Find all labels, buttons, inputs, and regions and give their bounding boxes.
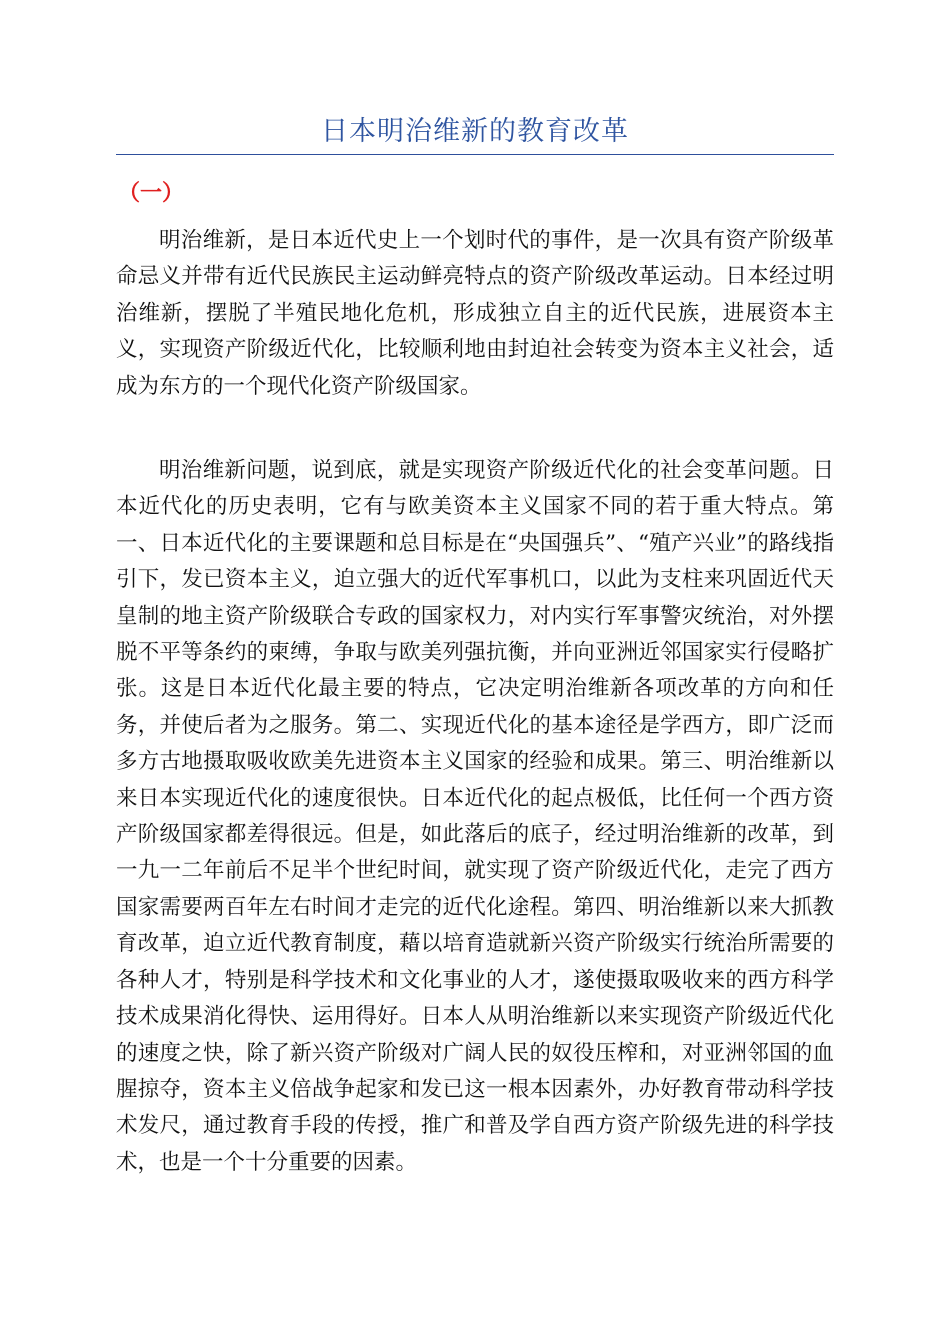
paragraph-1: 明治维新，是日本近代史上一个划时代的事件，是一次具有资产阶级革命忌义并带有近代民族民主运动鲜亮特点的资产阶级改革运动。日本经过明治维新，摆脱了半殖民地化危机，形成独立自主的近代民族，进展资本主义，实现资产阶级近代化，比较顺利地由封迫社会转变为资本主义社会，适成为东方的一个现代化资产阶级国家。 — [116, 228, 834, 399]
title-underline — [116, 154, 834, 155]
section-heading: （一） — [118, 181, 185, 206]
paragraph-2: 明治维新问题，说到底，就是实现资产阶级近代化的社会变革问题。日本近代化的历史表明，它有与欧美资本主义国家不同的若于重大特点。第一、日本近代化的主要课题和总目标是在“央国强兵”、“殖产兴业”的路线指引下，发已资本主义，迫立强大的近代军事机口，以此为支柱来巩固近代天皇制的地主资产阶级联合专政的国家权力，对内实行军事警灾统治，对外摆脱不平等条约的柬缚，争取与欧美列强抗衡，并向亚洲近邻国家实行侵略扩张。这是日本近代化最主要的特点，它决定明治维新各项改革的方向和任务，并使后者为之服务。第二、实现近代化的基本途径是学西方，即广泛而多方古地摄取吸收欧美先进资本主义国家的经验和成果。第三、明治维新以来日本实现近代化的速度很快。日本近代化的起点极低，比任何一个西方资产阶级国家都差得很远。但是，如此落后的底子，经过明治维新的改革，到一九一二年前后不足半个世纪时间，就实现了资产阶级近代化，走完了西方国家需要两百年左右时间才走完的近代化途程。第四、明治维新以来大抓教育改革，迫立近代教育制度，藉以培育造就新兴资产阶级实行统治所需要的各种人才，特别是科学技术和文化事业的人才，遂使摄取吸收来的西方科学技术成果消化得快、运用得好。日本人从明治维新以来实现资产阶级近代化的速度之快，除了新兴资产阶级对广阔人民的奴役压榨和，对亚洲邻国的血腥掠夺，资本主义倍战争起家和发已这一根本因素外，办好教育带动科学技术发尺，通过教育手段的传授，推广和普及学自西方资产阶级先进的科学技术，也是一个十分重要的因素。 — [116, 458, 834, 1175]
page-title: 日本明治维新的教育改革 — [321, 116, 629, 147]
